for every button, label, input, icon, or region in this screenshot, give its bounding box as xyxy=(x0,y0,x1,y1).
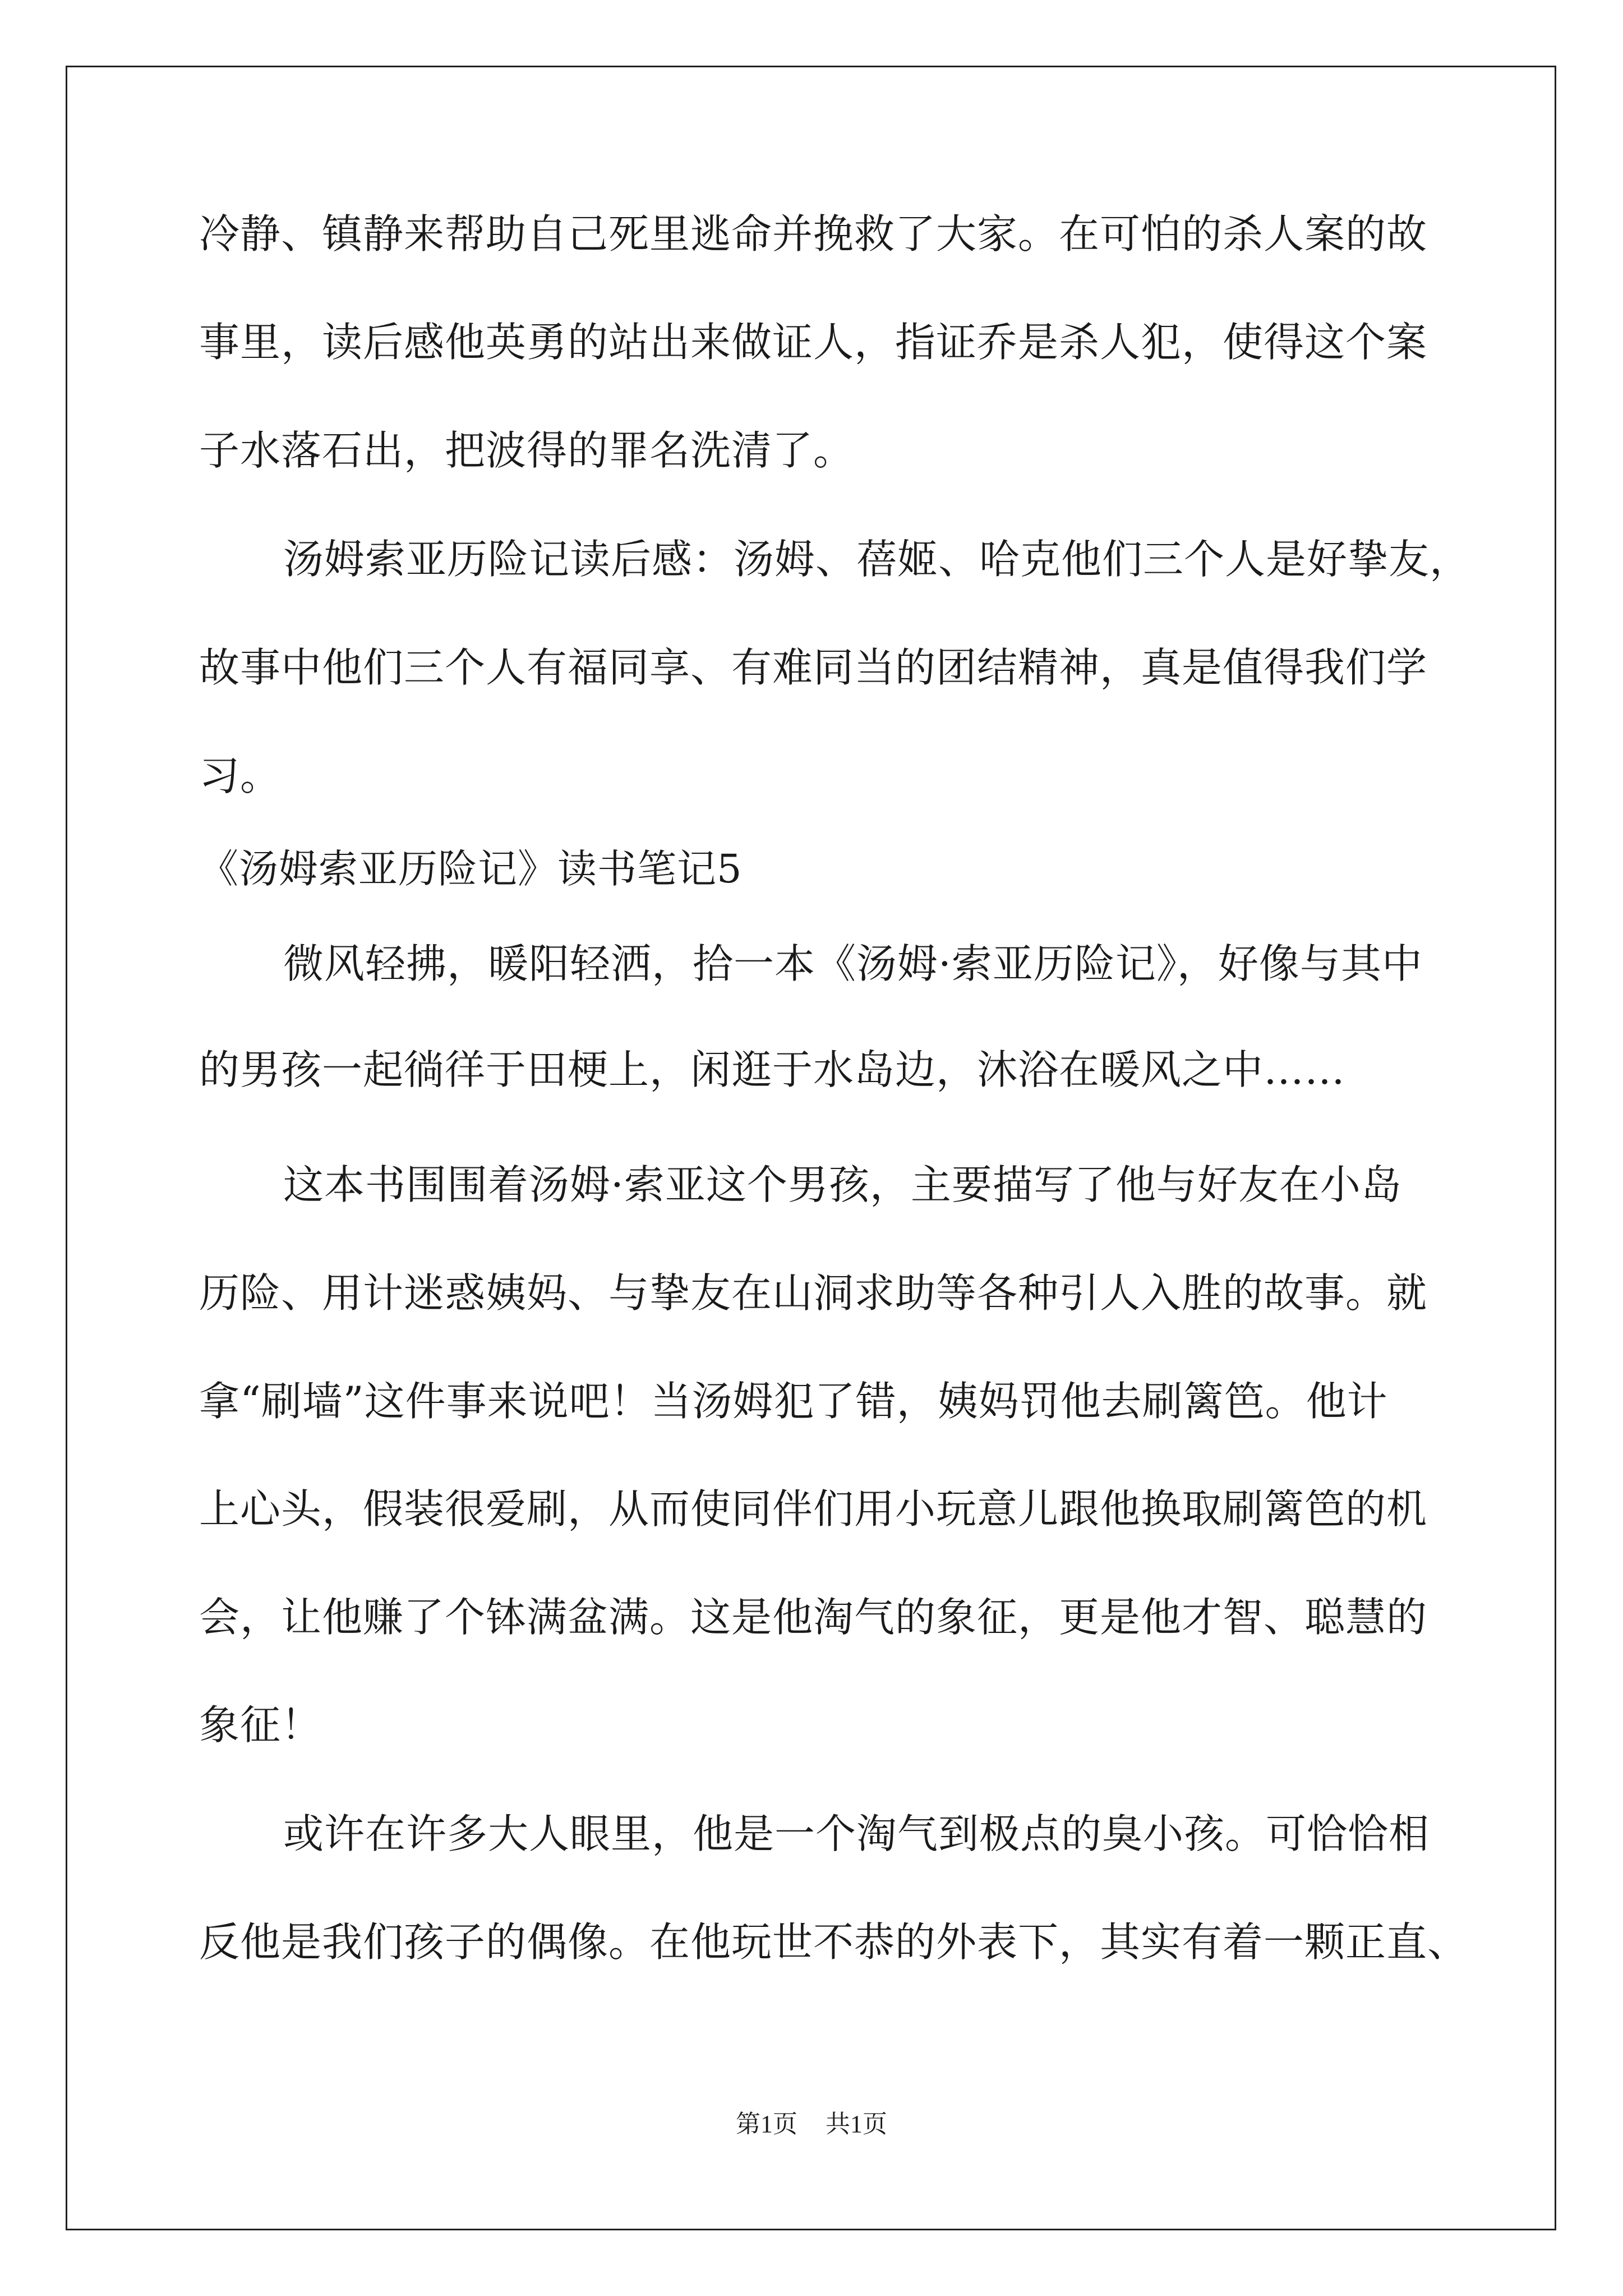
page-total: 共1页 xyxy=(826,2110,887,2138)
text-line: 冷静、镇静来帮助自己死里逃命并挽救了大家。在可怕的杀人案的故 xyxy=(199,210,1428,257)
paragraph-start-line: 汤姆索亚历险记读后感：汤姆、蓓姬、哈克他们三个人是好挚友， xyxy=(283,536,1471,583)
page-border xyxy=(66,66,1556,2230)
text-line: 的男孩一起徜徉于田梗上，闲逛于水岛边，沐浴在暖风之中…… xyxy=(199,1046,1346,1093)
page-footer xyxy=(0,2109,1623,2140)
paragraph-start-line: 这本书围围着汤姆·索亚这个男孩，主要描写了他与好友在小岛 xyxy=(283,1161,1402,1208)
text-line: 上心头，假装很爱刷，从而使同伴们用小玩意儿跟他换取刷篱笆的机 xyxy=(199,1485,1428,1533)
section-heading: 《汤姆索亚历险记》读书笔记5 xyxy=(199,846,743,892)
text-line: 会，让他赚了个钵满盆满。这是他淘气的象征，更是他才智、聪慧的 xyxy=(199,1594,1428,1641)
text-line: 事里，读后感他英勇的站出来做证人，指证乔是杀人犯，使得这个案 xyxy=(199,319,1428,366)
paragraph-start-line: 或许在许多大人眼里，他是一个淘气到极点的臭小孩。可恰恰相 xyxy=(283,1810,1430,1857)
text-line: 子水落石出，把波得的罪名洗清了。 xyxy=(199,427,855,474)
text-line: 习。 xyxy=(199,752,282,799)
text-line: 象征！ xyxy=(199,1701,322,1749)
page-number: 第1页 xyxy=(736,2110,797,2138)
text-line: 反他是我们孩子的偶像。在他玩世不恭的外表下，其实有着一颗正直、 xyxy=(199,1918,1469,1966)
text-line: 历险、用计迷惑姨妈、与挚友在山洞求助等各种引人入胜的故事。就 xyxy=(199,1269,1428,1317)
text-line: 拿“刷墙”这件事来说吧！当汤姆犯了错，姨妈罚他去刷篱笆。他计 xyxy=(199,1378,1388,1425)
paragraph-start-line: 微风轻拂，暖阳轻洒，拾一本《汤姆·索亚历险记》，好像与其中 xyxy=(283,940,1423,987)
text-line: 故事中他们三个人有福同享、有难同当的团结精神，真是值得我们学 xyxy=(199,644,1428,691)
